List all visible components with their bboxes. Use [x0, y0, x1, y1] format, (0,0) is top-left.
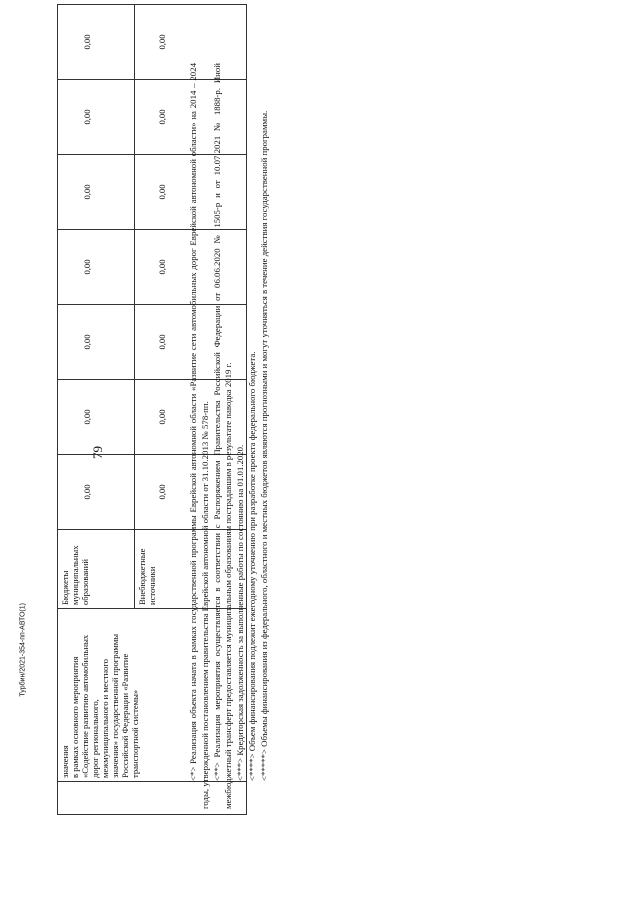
- page-number: 79: [90, 446, 105, 459]
- description-line: «Содействие развитию автомобильных: [80, 634, 90, 778]
- description-line: значения» государственной программы: [110, 633, 120, 778]
- funding-source-cell: Внебюджетные источники: [135, 530, 247, 609]
- footnote: <**> Реализация мероприятия осуществляется в соответствии с Распоряжением Правительства Российской Федерации от 06.06.2020 № 1505-р и от 10.07.2021 № 1888-р. Иной межбюджетный трансферт предоставляется муниципальным образованиям пострадавшим в результате паводка 2019 г.: [211, 63, 234, 809]
- footnote: <****> Объем финансирования подлежит ежегодному уточнению при разработке проекта федерального бюджета.: [246, 351, 257, 781]
- table-row: [58, 5, 135, 815]
- description-line: транспортной системы»: [130, 689, 140, 778]
- footnote: <***> Кредиторская задолженность за выполненные работы по состоянию на 01.01.2020.: [235, 444, 246, 781]
- value-cell: 0,00: [58, 380, 135, 455]
- value-cell: 0,00: [135, 305, 247, 380]
- description-line: межмуниципального и местного: [100, 659, 110, 778]
- description-line: значения: [60, 745, 70, 778]
- footnotes: [188, 63, 271, 809]
- value-cell: 0,00: [135, 380, 247, 455]
- value-cell: 0,00: [58, 80, 135, 155]
- description-line: в рамках основного мероприятия: [70, 656, 80, 778]
- value-cell: 0,00: [58, 155, 135, 230]
- value-cell: 0,00: [58, 5, 135, 80]
- value-cell: 0,00: [135, 80, 247, 155]
- description-line: Российской Федерации «Развитие: [120, 653, 130, 778]
- footnote: <*****> Объемы финансирования из федерального, областного и местных бюджетов являются прогнозными и могут уточняться в течение действия государственной программы.: [258, 110, 269, 781]
- footnote: <*> Реализация объекта начата в рамках государственной программы Еврейской автономной области «Развитие сети автомобильных дорог Еврейской автономной области» на 2014 – 2024 годы, утвержденной постановлением правительства Еврейской автономной области от 31.10.2013 № 578-пп.: [188, 63, 210, 809]
- funding-source-cell: Бюджеты муниципальных образований: [58, 530, 135, 609]
- value-cell: 0,00: [135, 455, 247, 530]
- footer-code: Турбин/2021-354-пп-АВТО(1): [20, 603, 27, 697]
- value-cell: 0,00: [135, 230, 247, 305]
- value-cell: 0,00: [58, 455, 135, 530]
- value-cell: 0,00: [58, 305, 135, 380]
- value-cell: 0,00: [58, 230, 135, 305]
- description-line: дорог регионального,: [90, 699, 100, 778]
- value-cell: 0,00: [135, 5, 247, 80]
- value-cell: 0,00: [135, 155, 247, 230]
